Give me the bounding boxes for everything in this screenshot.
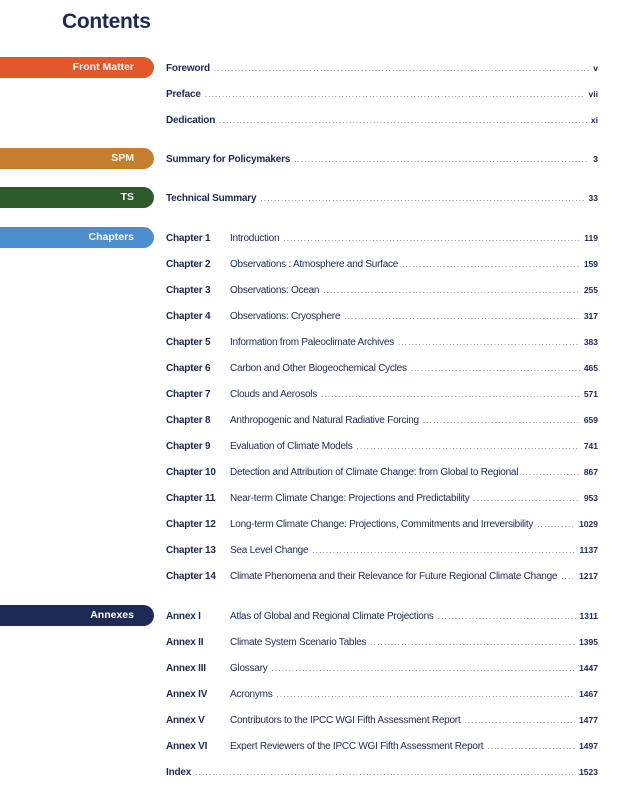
leader-dots (423, 414, 580, 428)
leader-dots (402, 258, 580, 272)
toc-entry-label: Chapter 12 (166, 519, 216, 530)
toc-entry-label: Chapter 14 (166, 571, 216, 582)
toc-entry-annex[interactable] (166, 713, 598, 727)
toc-page-number: 255 (583, 285, 598, 295)
toc-entry-label: Annex VI (166, 741, 208, 752)
leader-dots (398, 336, 580, 350)
leader-dots (195, 766, 575, 780)
toc-entry-title: Expert Reviewers of the IPCC WGI Fifth Assessment Report (230, 741, 484, 752)
toc-entry-title: Near-term Climate Change: Projections and Predictability (230, 493, 470, 504)
leader-dots (323, 284, 580, 298)
toc-page-number: 1447 (579, 663, 598, 673)
toc-entry-label: Foreword (166, 63, 210, 74)
toc-entry-annex[interactable] (166, 687, 598, 701)
toc-page-number: 571 (583, 389, 598, 399)
toc-entry-title: Observations: Ocean (230, 285, 320, 296)
toc-entry-label: Chapter 3 (166, 285, 211, 296)
section-tab-spm[interactable]: SPM (0, 148, 154, 169)
leader-dots (219, 114, 587, 128)
leader-dots (537, 518, 575, 532)
leader-dots (271, 662, 575, 676)
toc-entry-title: Long-term Climate Change: Projections, Commitments and Irreversibility (230, 519, 534, 530)
toc-entry-annex[interactable] (166, 661, 598, 675)
toc-entry-annex[interactable] (166, 609, 598, 623)
toc-entry-label: Chapter 1 (166, 233, 211, 244)
toc-entry-label: Chapter 8 (166, 415, 211, 426)
section-tab-front-matter[interactable]: Front Matter (0, 57, 154, 78)
toc-page-number: 383 (583, 337, 598, 347)
toc-entry-title: Introduction (230, 233, 280, 244)
toc-entry-title: Climate System Scenario Tables (230, 637, 367, 648)
toc-entry-chapter[interactable] (166, 335, 598, 349)
toc-page-number: 33 (588, 193, 598, 203)
toc-page-number: 659 (583, 415, 598, 425)
toc-entry-label: Summary for Policymakers (166, 154, 291, 165)
toc-entry-chapter[interactable] (166, 517, 598, 531)
toc-page-number: 1217 (579, 571, 598, 581)
leader-dots (411, 362, 580, 376)
toc-entry-index[interactable] (166, 765, 598, 779)
toc-entry-dedication[interactable] (166, 113, 598, 127)
leader-dots (344, 310, 580, 324)
toc-entry-title: Information from Paleoclimate Archives (230, 337, 394, 348)
toc-entry-chapter[interactable] (166, 309, 598, 323)
toc-page-number: 1477 (579, 715, 598, 725)
toc-entry-label: Annex III (166, 663, 206, 674)
toc-page-number: 1311 (579, 611, 598, 621)
toc-entry-preface[interactable] (166, 87, 598, 101)
toc-entry-chapter[interactable] (166, 257, 598, 271)
toc-page-number: 1395 (579, 637, 598, 647)
toc-entry-chapter[interactable] (166, 543, 598, 557)
toc-entry-label: Technical Summary (166, 193, 257, 204)
leader-dots (283, 232, 580, 246)
toc-entry-label: Annex V (166, 715, 205, 726)
toc-entry-chapter[interactable] (166, 231, 598, 245)
toc-entry-title: Anthropogenic and Natural Radiative Forcing (230, 415, 419, 426)
leader-dots (294, 153, 589, 167)
toc-entry-annex[interactable] (166, 739, 598, 753)
toc-entry-title: Clouds and Aerosols (230, 389, 317, 400)
toc-entry-title: Glossary (230, 663, 268, 674)
toc-page-number: 3 (593, 154, 598, 164)
leader-dots (561, 570, 575, 584)
toc-entry-label: Chapter 11 (166, 493, 216, 504)
toc-entry-label: Dedication (166, 115, 216, 126)
section-tab-ts[interactable]: TS (0, 187, 154, 208)
toc-entry-chapter[interactable] (166, 387, 598, 401)
toc-page-number: 465 (583, 363, 598, 373)
toc-entry-title: Observations : Atmosphere and Surface (230, 259, 399, 270)
toc-page-number: 953 (583, 493, 598, 503)
toc-entry-title: Acronyms (230, 689, 273, 700)
toc-entry-label: Preface (166, 89, 201, 100)
toc-page-number: 1137 (579, 545, 598, 555)
toc-entry-label: Chapter 2 (166, 259, 211, 270)
leader-dots (276, 688, 575, 702)
toc-entry-chapter[interactable] (166, 283, 598, 297)
leader-dots (370, 636, 575, 650)
toc-page-number: vii (588, 89, 598, 99)
toc-entry-title: Climate Phenomena and their Relevance for Future Regional Climate Change (230, 571, 558, 582)
toc-page-number: 1467 (579, 689, 598, 699)
section-tab-annexes[interactable]: Annexes (0, 605, 154, 626)
toc-entry-chapter[interactable] (166, 361, 598, 375)
leader-dots (357, 440, 580, 454)
toc-entry-chapter[interactable] (166, 569, 598, 583)
toc-page-number: xi (590, 115, 598, 125)
toc-page-number: 119 (584, 233, 598, 243)
toc-page-number: 159 (583, 259, 598, 269)
page-title: Contents (62, 10, 151, 33)
toc-entry-label: Chapter 5 (166, 337, 211, 348)
toc-entry-chapter[interactable] (166, 413, 598, 427)
toc-entry-chapter[interactable] (166, 465, 598, 479)
toc-page-number: 317 (583, 311, 598, 321)
leader-dots (473, 492, 579, 506)
leader-dots (260, 192, 584, 206)
toc-entry-annex[interactable] (166, 635, 598, 649)
toc-entry-title: Sea Level Change (230, 545, 309, 556)
toc-entry-chapter[interactable] (166, 491, 598, 505)
toc-entry-title: Detection and Attribution of Climate Change: from Global to Regional (230, 467, 519, 478)
leader-dots (312, 544, 575, 558)
toc-entry-title: Observations: Cryosphere (230, 311, 341, 322)
toc-entry-title: Evaluation of Climate Models (230, 441, 353, 452)
toc-entry-spm[interactable] (166, 152, 598, 166)
toc-entry-label: Annex IV (166, 689, 208, 700)
toc-entry-foreword[interactable] (166, 61, 598, 75)
leader-dots (205, 88, 585, 102)
toc-entry-chapter[interactable] (166, 439, 598, 453)
leader-dots (487, 740, 575, 754)
toc-entry-ts[interactable] (166, 191, 598, 205)
toc-page-number: v (593, 63, 598, 73)
leader-dots (522, 466, 580, 480)
toc-entry-label: Index (166, 767, 192, 778)
toc-page-number: 1523 (579, 767, 598, 777)
toc-entry-label: Chapter 10 (166, 467, 216, 478)
leader-dots (438, 610, 576, 624)
toc-entry-title: Contributors to the IPCC WGI Fifth Assessment Report (230, 715, 461, 726)
toc-entry-label: Chapter 9 (166, 441, 211, 452)
toc-entry-label: Chapter 13 (166, 545, 216, 556)
toc-entry-label: Chapter 4 (166, 311, 211, 322)
toc-entry-title: Atlas of Global and Regional Climate Projections (230, 611, 434, 622)
section-tab-chapters[interactable]: Chapters (0, 227, 154, 248)
toc-entry-title: Carbon and Other Biogeochemical Cycles (230, 363, 407, 374)
toc-entry-label: Chapter 7 (166, 389, 211, 400)
toc-page-number: 741 (583, 441, 598, 451)
leader-dots (214, 62, 589, 76)
toc-page-number: 867 (583, 467, 598, 477)
toc-entry-label: Chapter 6 (166, 363, 211, 374)
toc-entry-label: Annex II (166, 637, 204, 648)
toc-entry-label: Annex I (166, 611, 201, 622)
toc-page-number: 1497 (579, 741, 598, 751)
leader-dots (321, 388, 580, 402)
leader-dots (464, 714, 575, 728)
toc-page-number: 1029 (579, 519, 598, 529)
